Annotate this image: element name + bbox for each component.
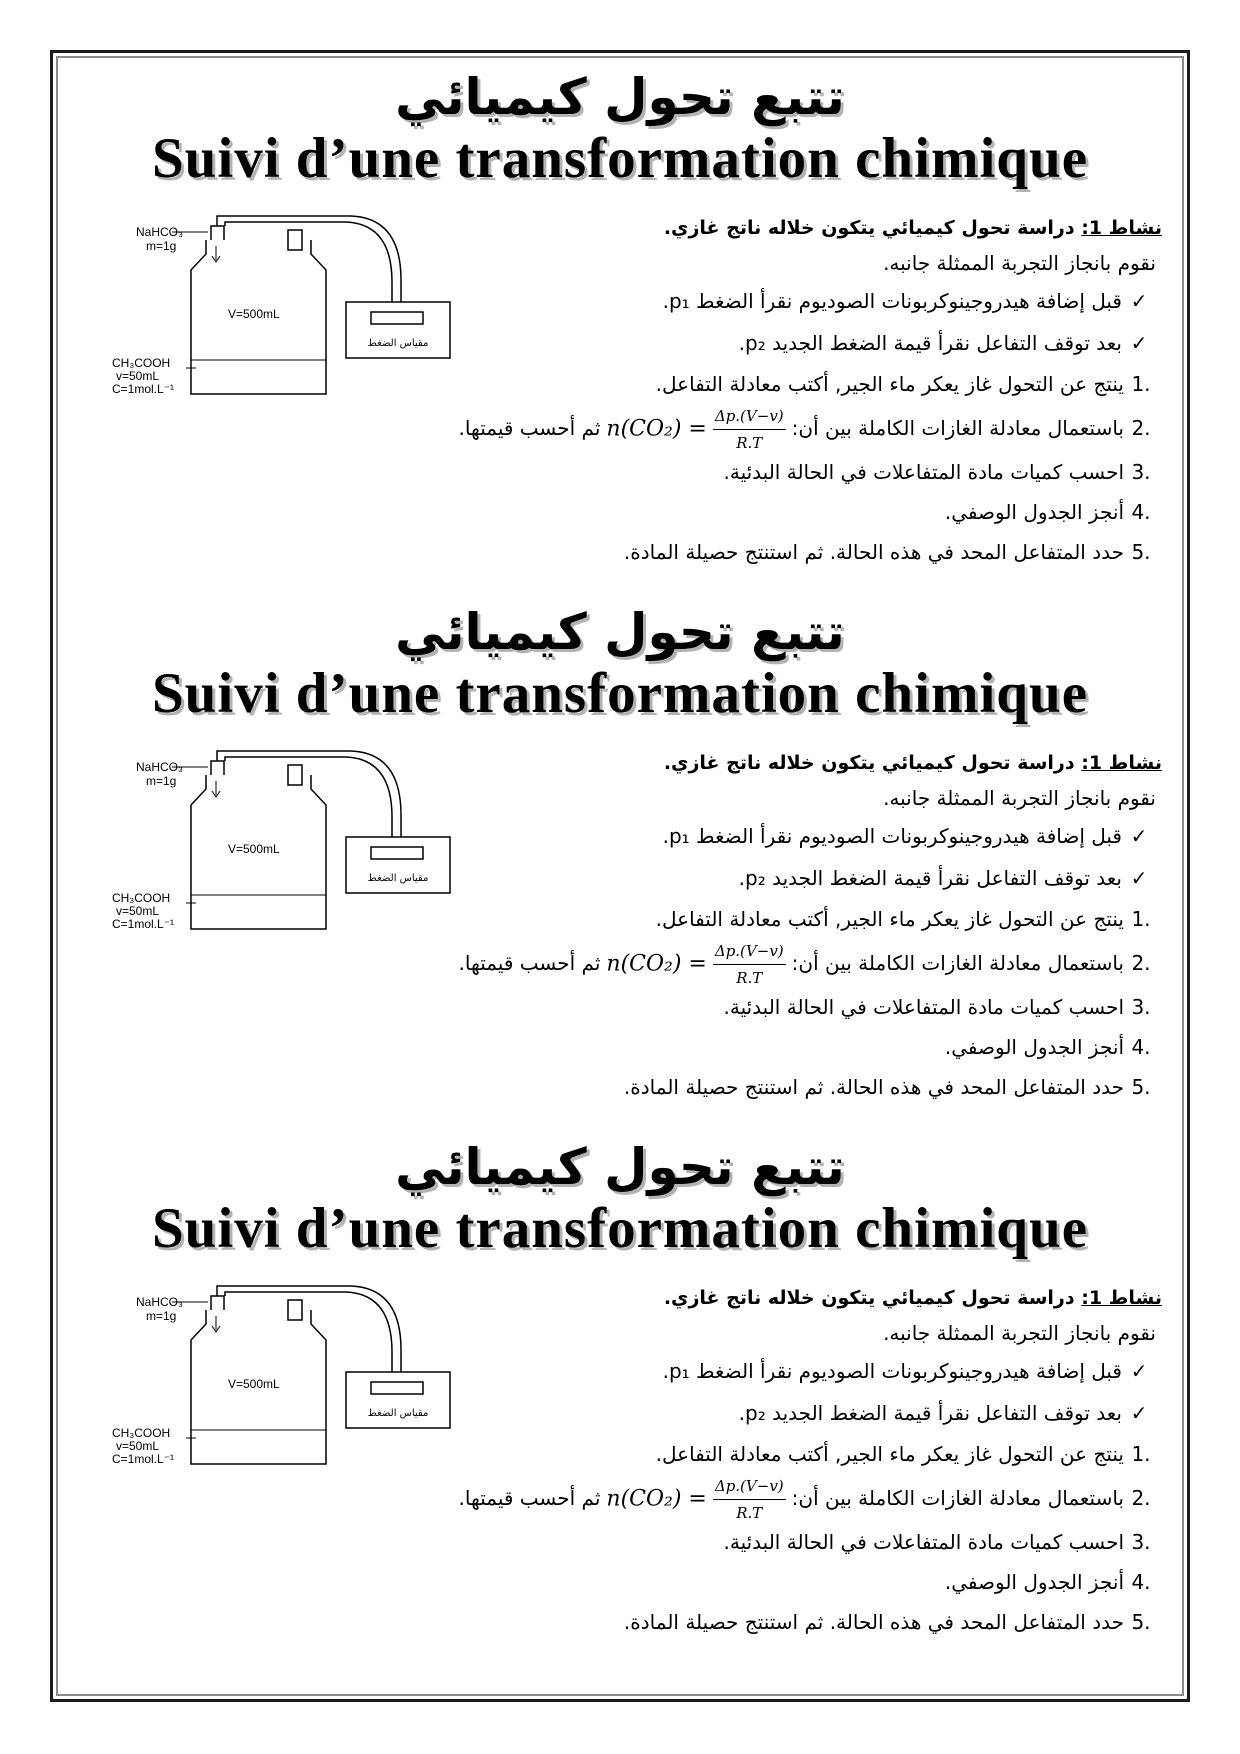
check-item <box>82 280 1162 322</box>
solution-label: CH₃COOH <box>112 356 171 370</box>
check-item-text: بعد توقف التفاعل نقرأ قيمة الضغط الجديد p₂. <box>738 1401 1122 1425</box>
question-text: باستعمال معادلة الغازات الكاملة بين أن: <box>791 1486 1124 1510</box>
question-number: 2. <box>1131 1486 1151 1510</box>
reagent-mass-label: m=1g <box>146 239 177 253</box>
activity-section <box>56 58 1184 596</box>
question-item <box>82 899 1162 939</box>
check-item-text: بعد توقف التفاعل نقرأ قيمة الضغط الجديد p₂. <box>738 331 1122 355</box>
flask-volume-label: V=500mL <box>228 307 280 321</box>
reagent-mass-label: m=1g <box>146 1309 177 1323</box>
question-item <box>82 452 1162 492</box>
question-item <box>82 1027 1162 1067</box>
check-item <box>82 322 1162 364</box>
check-item <box>82 1350 1162 1392</box>
title-arabic: تتبع تحول كيميائي <box>395 1138 845 1196</box>
question-item <box>82 532 1162 572</box>
question-text: أنجز الجدول الوصفي. <box>944 500 1124 524</box>
activity-heading <box>82 745 1162 781</box>
question-text-after: ثم أحسب قيمتها. <box>458 1486 601 1510</box>
question-number: 3. <box>1131 460 1151 484</box>
question-text: احسب كميات مادة المتفاعلات في الحالة البدئية. <box>723 1530 1124 1554</box>
activity-content <box>82 1280 1162 1642</box>
formula-lhs: n(CO₂) = <box>606 951 707 977</box>
solution-volume-label: v=50mL <box>116 1439 160 1453</box>
activity-text: دراسة تحول كيميائي يتكون خلاله ناتج غازي. <box>663 1287 1082 1309</box>
checkmark-icon: ✓ <box>1130 866 1148 890</box>
intro-text: نقوم بانجاز التجربة الممثلة جانبه. <box>883 786 1156 810</box>
solution-conc-label: C=1mol.L⁻¹ <box>112 382 175 396</box>
question-number: 3. <box>1131 1530 1151 1554</box>
question-number: 4. <box>1131 500 1151 524</box>
intro-text: نقوم بانجاز التجربة الممثلة جانبه. <box>883 251 1156 275</box>
title-french: Suivi d’une transformation chimique <box>151 662 1088 725</box>
question-text: احسب كميات مادة المتفاعلات في الحالة البدئية. <box>723 460 1124 484</box>
question-text: ينتج عن التحول غاز يعكر ماء الجير, أكتب معادلة التفاعل. <box>655 907 1124 931</box>
check-item <box>82 857 1162 899</box>
solution-conc-label: C=1mol.L⁻¹ <box>112 1452 175 1466</box>
ideal-gas-formula <box>606 1475 785 1524</box>
solution-label: CH₃COOH <box>112 1426 171 1440</box>
question-number: 2. <box>1131 951 1151 975</box>
question-text: حدد المتفاعل المحد في هذه الحالة. ثم استنتج حصيلة المادة. <box>623 540 1124 564</box>
activity-label: نشاط 1: <box>1081 1287 1162 1309</box>
gauge-label: مقياس الضغط <box>367 1408 429 1419</box>
check-item-text: قبل إضافة هيدروجينوكربونات الصوديوم نقرأ الضغط p₁. <box>662 1359 1122 1383</box>
activity-label: نشاط 1: <box>1081 752 1162 774</box>
question-number: 4. <box>1131 1035 1151 1059</box>
activity-section <box>56 1128 1184 1666</box>
intro-text: نقوم بانجاز التجربة الممثلة جانبه. <box>883 1321 1156 1345</box>
question-item <box>82 987 1162 1027</box>
reagent-label: NaHCO₃ <box>136 225 183 239</box>
reagent-label: NaHCO₃ <box>136 760 183 774</box>
formula-fraction <box>713 1475 786 1524</box>
question-text: حدد المتفاعل المحد في هذه الحالة. ثم استنتج حصيلة المادة. <box>623 1610 1124 1634</box>
flask-volume-label: V=500mL <box>228 842 280 856</box>
question-text: باستعمال معادلة الغازات الكاملة بين أن: <box>791 416 1124 440</box>
reagent-mass-label: m=1g <box>146 774 177 788</box>
gauge-label: مقياس الضغط <box>367 338 429 349</box>
formula-lhs: n(CO₂) = <box>606 1486 707 1512</box>
title-french: Suivi d’une transformation chimique <box>151 127 1088 190</box>
question-text: أنجز الجدول الوصفي. <box>944 1035 1124 1059</box>
check-item-text: قبل إضافة هيدروجينوكربونات الصوديوم نقرأ الضغط p₁. <box>662 824 1122 848</box>
activity-label: نشاط 1: <box>1081 217 1162 239</box>
question-text-after: ثم أحسب قيمتها. <box>458 416 601 440</box>
formula-numerator: Δp.(V−v) <box>713 405 786 430</box>
question-number: 5. <box>1131 1075 1151 1099</box>
question-number: 3. <box>1131 995 1151 1019</box>
activity-content <box>82 745 1162 1107</box>
question-item <box>82 492 1162 532</box>
question-text: حدد المتفاعل المحد في هذه الحالة. ثم استنتج حصيلة المادة. <box>623 1075 1124 1099</box>
checkmark-icon: ✓ <box>1130 824 1148 848</box>
question-number: 1. <box>1131 372 1151 396</box>
formula-lhs: n(CO₂) = <box>606 416 707 442</box>
title-french: Suivi d’une transformation chimique <box>151 1197 1088 1260</box>
question-item <box>82 1067 1162 1107</box>
question-item <box>82 1434 1162 1474</box>
formula-denominator: R.T <box>736 1504 763 1522</box>
question-item <box>82 364 1162 404</box>
title-arabic: تتبع تحول كيميائي <box>395 68 845 126</box>
checkmark-icon: ✓ <box>1130 289 1148 313</box>
question-number: 1. <box>1131 907 1151 931</box>
formula-numerator: Δp.(V−v) <box>713 940 786 965</box>
activity-text: دراسة تحول كيميائي يتكون خلاله ناتج غازي. <box>663 752 1082 774</box>
formula-fraction <box>713 405 786 454</box>
check-item-text: قبل إضافة هيدروجينوكربونات الصوديوم نقرأ الضغط p₁. <box>662 289 1122 313</box>
solution-conc-label: C=1mol.L⁻¹ <box>112 917 175 931</box>
check-item-text: بعد توقف التفاعل نقرأ قيمة الضغط الجديد p₂. <box>738 866 1122 890</box>
question-item <box>82 404 1162 452</box>
question-number: 4. <box>1131 1570 1151 1594</box>
question-number: 5. <box>1131 540 1151 564</box>
formula-numerator: Δp.(V−v) <box>713 1475 786 1500</box>
formula-fraction <box>713 940 786 989</box>
question-text: ينتج عن التحول غاز يعكر ماء الجير, أكتب معادلة التفاعل. <box>655 372 1124 396</box>
ideal-gas-formula <box>606 940 785 989</box>
checkmark-icon: ✓ <box>1130 1359 1148 1383</box>
activity-text: دراسة تحول كيميائي يتكون خلاله ناتج غازي. <box>663 217 1082 239</box>
question-text-after: ثم أحسب قيمتها. <box>458 951 601 975</box>
question-item <box>82 1474 1162 1522</box>
question-item <box>82 1602 1162 1642</box>
solution-label: CH₃COOH <box>112 891 171 905</box>
check-item <box>82 815 1162 857</box>
question-text: باستعمال معادلة الغازات الكاملة بين أن: <box>791 951 1124 975</box>
activity-heading <box>82 1280 1162 1316</box>
solution-volume-label: v=50mL <box>116 369 160 383</box>
activity-content <box>82 210 1162 572</box>
question-item <box>82 1522 1162 1562</box>
activity-heading <box>82 210 1162 246</box>
reagent-label: NaHCO₃ <box>136 1295 183 1309</box>
solution-volume-label: v=50mL <box>116 904 160 918</box>
question-item <box>82 939 1162 987</box>
formula-denominator: R.T <box>736 434 763 452</box>
question-text: أنجز الجدول الوصفي. <box>944 1570 1124 1594</box>
question-item <box>82 1562 1162 1602</box>
gauge-label: مقياس الضغط <box>367 873 429 884</box>
formula-denominator: R.T <box>736 969 763 987</box>
question-text: احسب كميات مادة المتفاعلات في الحالة البدئية. <box>723 995 1124 1019</box>
question-number: 5. <box>1131 1610 1151 1634</box>
activity-section <box>56 593 1184 1131</box>
title-arabic: تتبع تحول كيميائي <box>395 603 845 661</box>
check-item <box>82 1392 1162 1434</box>
checkmark-icon: ✓ <box>1130 1401 1148 1425</box>
ideal-gas-formula <box>606 405 785 454</box>
question-number: 1. <box>1131 1442 1151 1466</box>
flask-volume-label: V=500mL <box>228 1377 280 1391</box>
question-number: 2. <box>1131 416 1151 440</box>
question-text: ينتج عن التحول غاز يعكر ماء الجير, أكتب معادلة التفاعل. <box>655 1442 1124 1466</box>
checkmark-icon: ✓ <box>1130 331 1148 355</box>
